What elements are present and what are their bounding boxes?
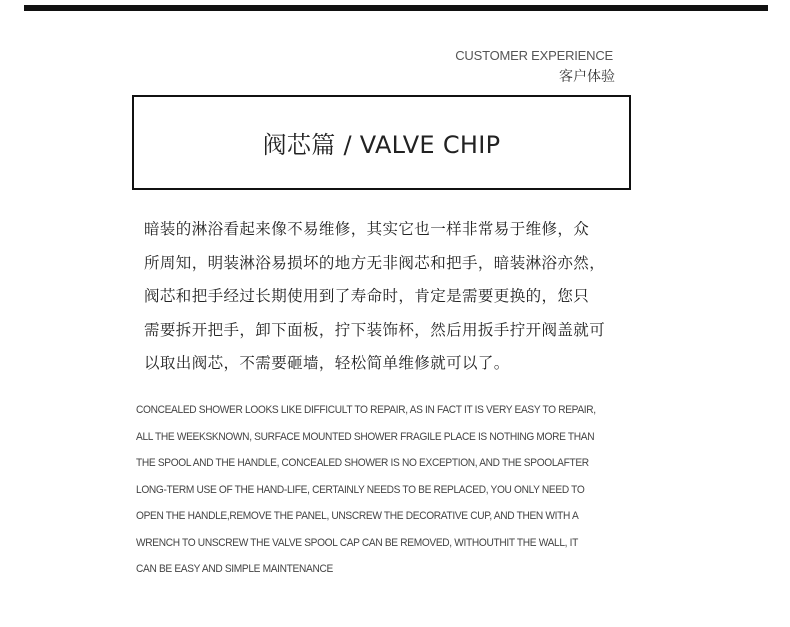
english-line: THE SPOOL AND THE HANDLE, CONCEALED SHOWER IS NO EXCEPTION, AND THE SPOOLAFTER (136, 457, 589, 469)
title-box (132, 95, 631, 190)
chinese-line: 阀芯和把手经过长期使用到了寿命时，肯定是需要更换的，您只 (144, 287, 590, 305)
section-title: 阀芯篇 / VALVE CHIP (262, 131, 501, 159)
header-english-label: CUSTOMER EXPERIENCE (455, 48, 613, 63)
top-divider-bar (24, 5, 768, 11)
chinese-line: 所周知，明装淋浴易损坏的地方无非阀芯和把手，暗装淋浴亦然， (144, 253, 606, 272)
chinese-line: 暗装的淋浴看起来像不易维修，其实它也一样非常易于维修，众 (144, 220, 590, 238)
english-line: OPEN THE HANDLE,REMOVE THE PANEL, UNSCREW THE DECORATIVE CUP, AND THEN WITH A (136, 510, 579, 522)
english-line: CONCEALED SHOWER LOOKS LIKE DIFFICULT TO REPAIR, AS IN FACT IT IS VERY EASY TO REPAIR, (136, 404, 596, 416)
english-paragraph (136, 397, 656, 583)
english-line: WRENCH TO UNSCREW THE VALVE SPOOL CAP CAN BE REMOVED, WITHOUTHIT THE WALL, IT (136, 536, 579, 549)
chinese-line: 需要拆开把手，卸下面板，拧下装饰杯，然后用扳手拧开阀盖就可 (144, 320, 606, 339)
english-line: LONG-TERM USE OF THE HAND-LIFE, CERTAINLY NEEDS TO BE REPLACED, YOU ONLY NEED TO (136, 483, 585, 496)
header-chinese-label: 客户体验 (559, 69, 615, 85)
chinese-paragraph (144, 213, 644, 381)
english-line: CAN BE EASY AND SIMPLE MAINTENANCE (136, 563, 333, 575)
english-line: ALL THE WEEKSKNOWN, SURFACE MOUNTED SHOWER FRAGILE PLACE IS NOTHING MORE THAN (136, 430, 595, 443)
chinese-line: 以取出阀芯，不需要砸墙，轻松简单维修就可以了。 (144, 354, 510, 372)
